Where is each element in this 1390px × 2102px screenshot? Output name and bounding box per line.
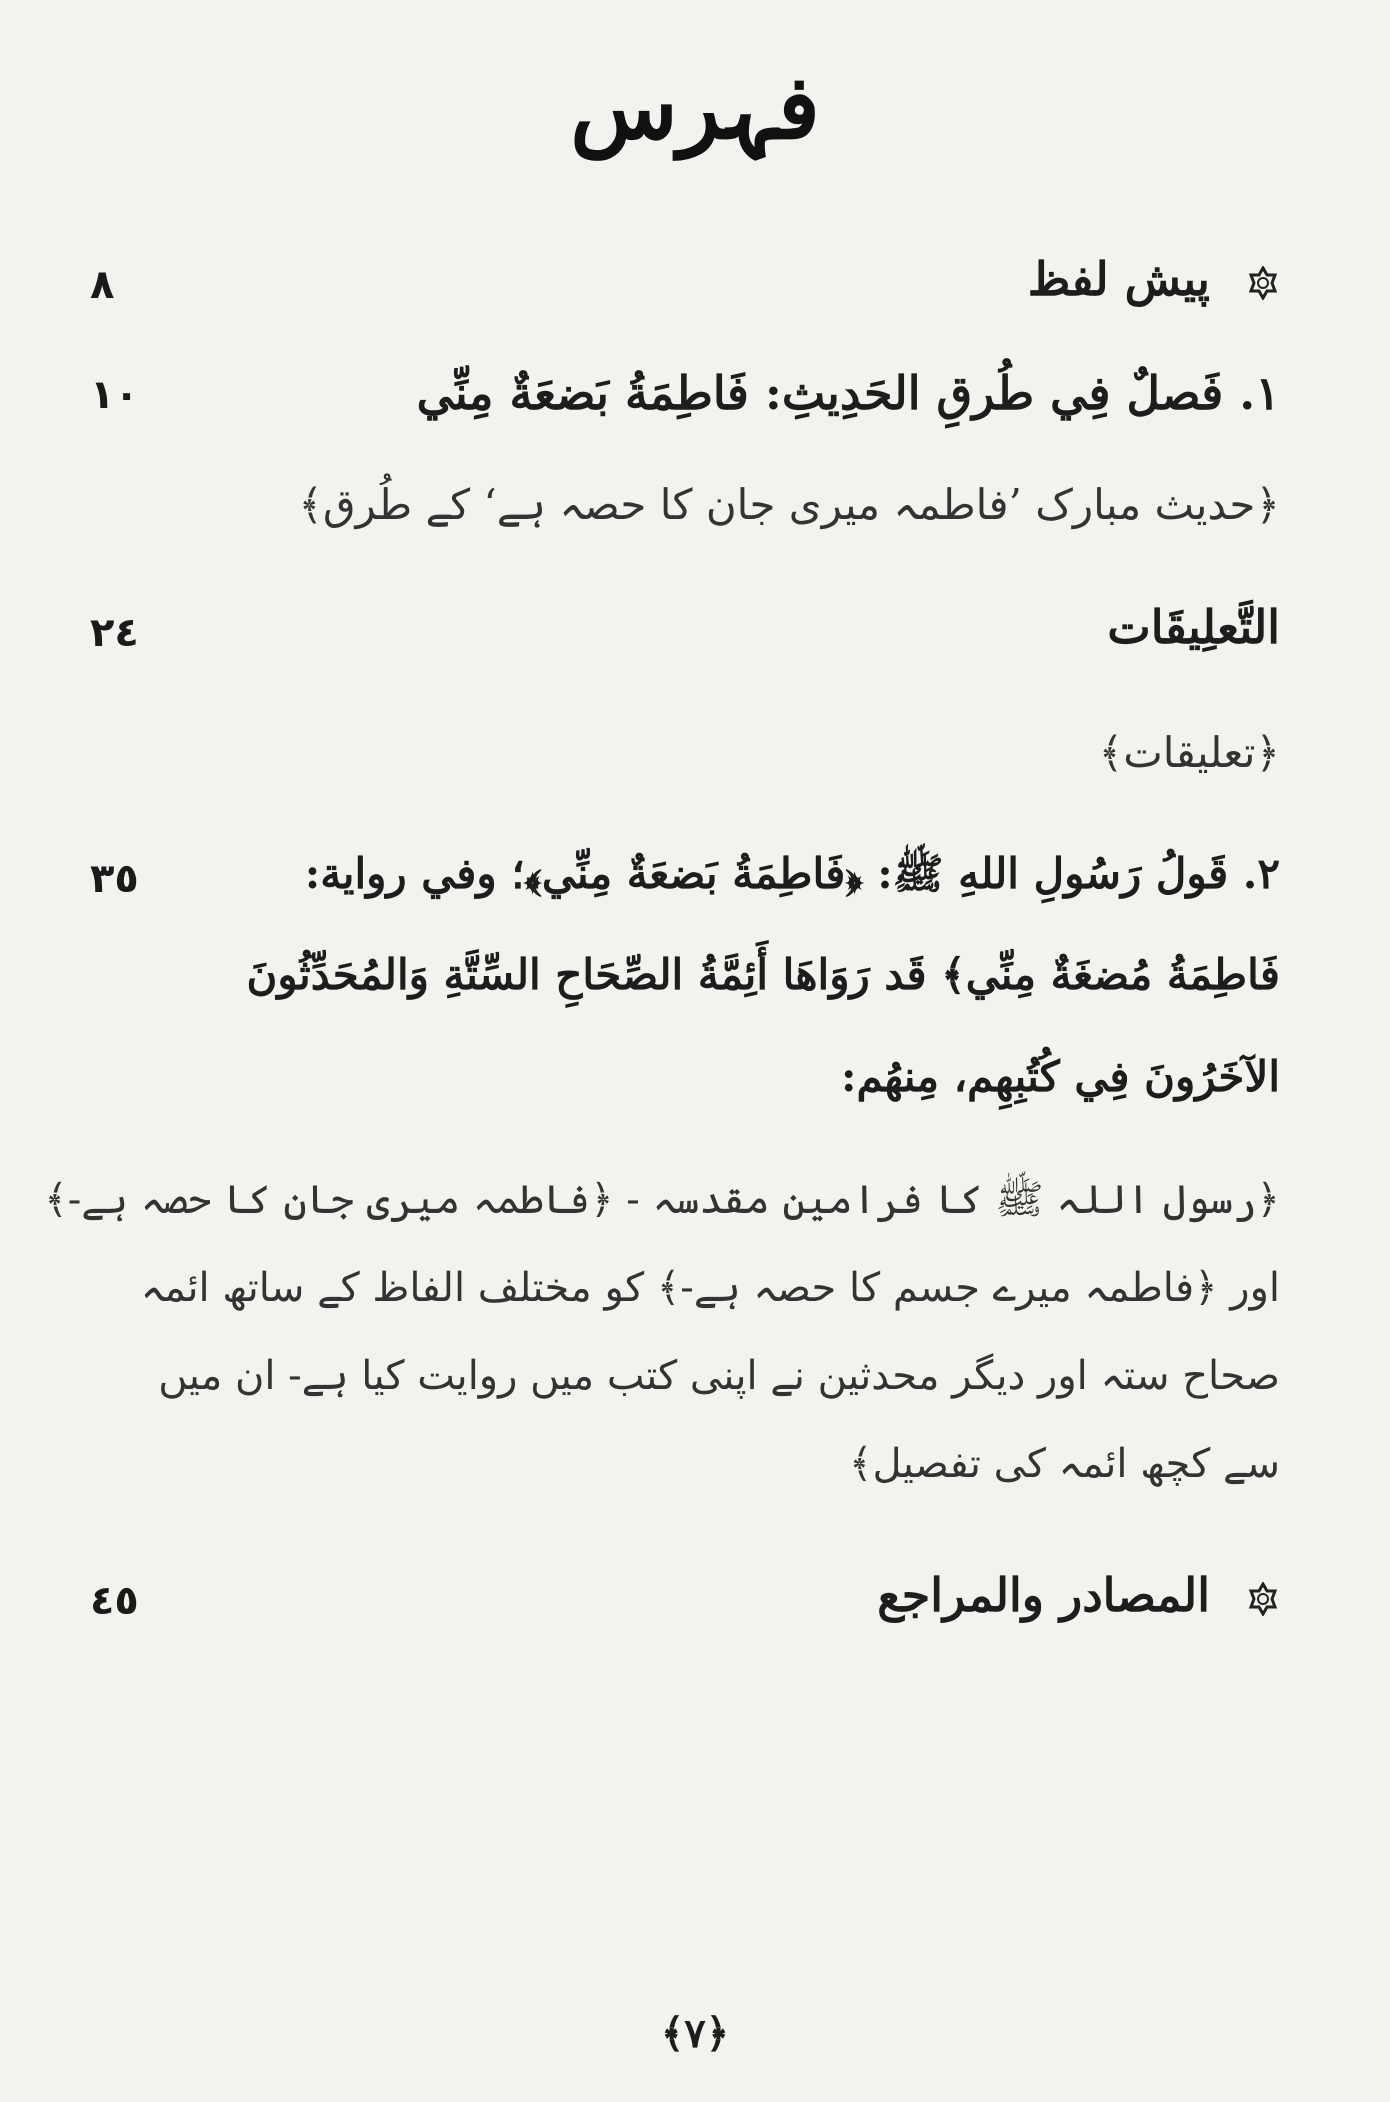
toc-entry-label: ١. فَصلٌ فِي طُرقِ الحَدِيثِ: فَاطِمَةُ بَضعَةٌ مِنِّي bbox=[416, 366, 1280, 420]
page-footer-number: ﴿٧﴾ bbox=[660, 2010, 730, 2057]
flower-bullet-icon bbox=[1246, 1582, 1280, 1616]
toc-entry-chapter-2-line-2: فَاطِمَةُ مُضغَةٌ مِنِّي﴾ قَد رَوَاهَا أَئِمَّةُ الصِّحَاحِ السِّتَّةِ وَالمُحَدِّثُونَ bbox=[246, 950, 1280, 999]
page-number: ۸ bbox=[90, 262, 115, 308]
flower-bullet-icon bbox=[1246, 266, 1280, 300]
toc-entry-chapter-2-line-1[interactable]: ٢. قَولُ رَسُولِ اللهِ ﷺ: ﴿فَاطِمَةُ بَضعَةٌ مِنِّي﴾؛ وفي رواية: bbox=[304, 849, 1280, 898]
page-title: فہرس bbox=[570, 55, 820, 159]
toc-entry-foreword[interactable] bbox=[1028, 252, 1280, 306]
toc-entry-description-line: اور ﴿فاطمہ میرے جسم کا حصہ ہے-﴾ کو مختلف الفاظ کے ساتھ ائمہ bbox=[140, 1265, 1280, 1311]
page-number: ٢٤ bbox=[90, 610, 139, 656]
toc-entry-label: التَّعلِيقَات bbox=[1107, 600, 1280, 654]
page-number: ٣٥ bbox=[90, 856, 139, 902]
page-number: ٤٥ bbox=[90, 1578, 139, 1624]
toc-entry-sources[interactable] bbox=[877, 1568, 1280, 1622]
toc-entry-chapter-1[interactable] bbox=[417, 366, 1280, 420]
toc-entry-label: المصادر والمراجع bbox=[877, 1568, 1210, 1622]
toc-entry-subtitle: ﴿حدیث مبارک ’فاطمہ میری جان کا حصہ ہے‘ کے طُرق﴾ bbox=[298, 480, 1280, 529]
toc-entry-description-line: صحاح ستہ اور دیگر محدثین نے اپنی کتب میں روایت کیا ہے- ان میں bbox=[158, 1353, 1280, 1399]
toc-entry-description-line: سے کچھ ائمہ کی تفصیل﴾ bbox=[849, 1441, 1280, 1487]
toc-entry-subtitle: ﴿تعلیقات﴾ bbox=[1098, 728, 1280, 777]
page-number: ١٠ bbox=[90, 372, 139, 418]
toc-entry-commentary[interactable] bbox=[1107, 600, 1280, 654]
toc-entry-description-line: ﴿رسول اللہ ﷺ کا فرامین مقدسہ - ﴿فاطمہ میری جان کا حصہ ہے-﴾ bbox=[44, 1177, 1280, 1223]
toc-entry-chapter-2-line-3: الآخَرُونَ فِي كُتُبِهِم، مِنهُم: bbox=[840, 1052, 1280, 1101]
toc-entry-label: پیش لفظ bbox=[1027, 252, 1210, 306]
